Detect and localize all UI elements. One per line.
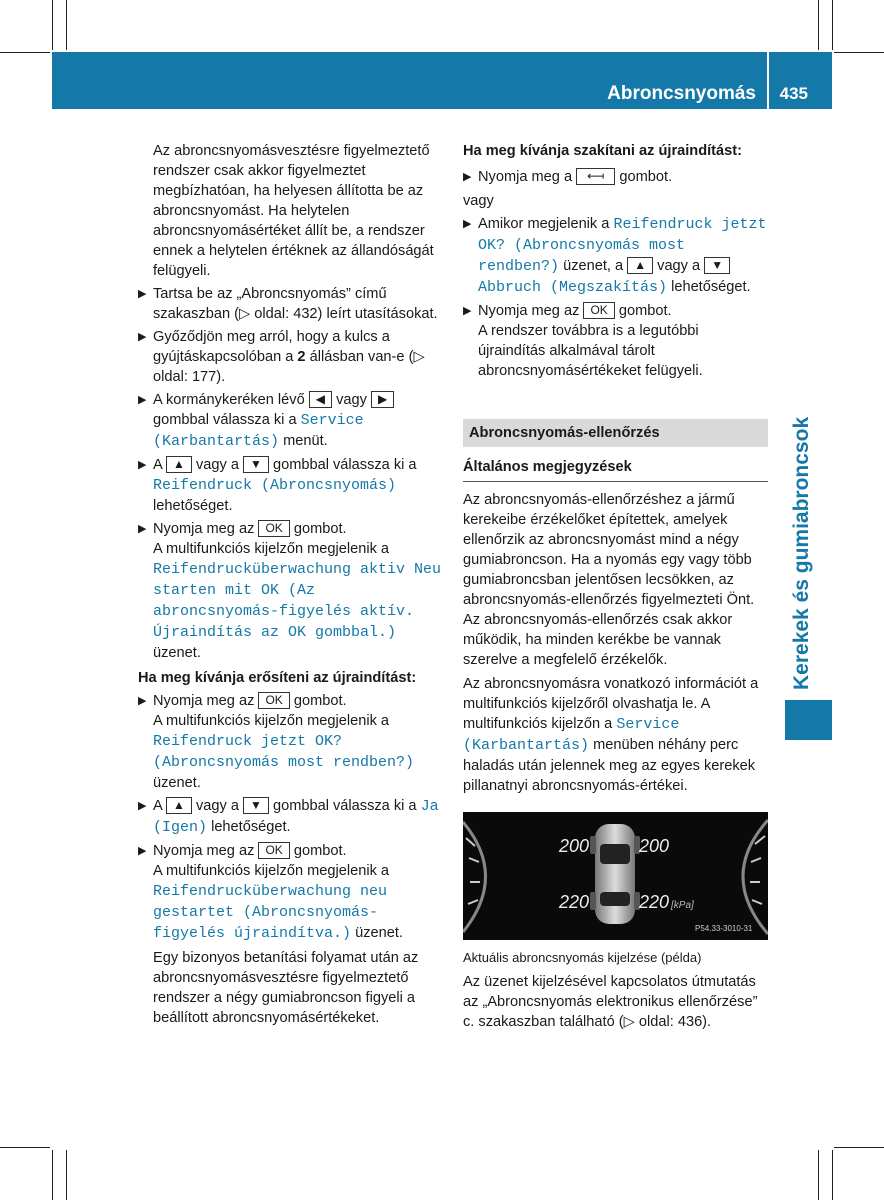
- bullet-arrow-icon: ▶: [138, 695, 147, 707]
- down-key-icon: ▼: [243, 456, 269, 473]
- crop-mark: [0, 52, 50, 53]
- list-item-text: lehetőséget.: [211, 819, 291, 835]
- list-item-text: gombbal válassza ki a: [153, 412, 297, 428]
- display-message: Ja (Igen): [153, 798, 439, 836]
- list-item-text: Nyomja meg az: [153, 521, 255, 537]
- list-item-text: Nyomja meg az: [153, 843, 255, 859]
- list-item-text: menüt.: [283, 433, 328, 449]
- list-item: [138, 796, 444, 838]
- paragraph: Egy bizonyos betanítási folyamat után az abroncsnyomásvesztésre figyelmeztető rendszer a négy gumiabroncson figyeli a beállított abroncsnyomásértékeket.: [153, 950, 419, 1026]
- rear-right-pressure: 220: [639, 892, 670, 912]
- list-item: [138, 284, 444, 324]
- list-item-text: gombot.: [293, 843, 347, 859]
- page-number: 435: [779, 84, 808, 103]
- bullet-arrow-icon: ▶: [138, 288, 147, 300]
- page-header: [52, 52, 832, 109]
- bullet-arrow-icon: ▶: [138, 523, 147, 535]
- display-message: Service (Karbantartás): [153, 412, 364, 450]
- key-position: 2: [297, 349, 306, 365]
- list-item-text: gombot.: [618, 303, 672, 319]
- list-item-text: Amikor megjelenik a: [478, 216, 610, 232]
- section-heading: Abroncsnyomás-ellenőrzés: [463, 419, 768, 447]
- list-item-text: állásban van-e (▷ oldal: 177).: [153, 349, 425, 385]
- list-item-text: Nyomja meg az: [153, 693, 255, 709]
- car-top-view-icon: [590, 824, 640, 924]
- list-item-text: üzenet.: [153, 645, 201, 661]
- list-item-text: vagy a: [195, 798, 239, 814]
- bullet-arrow-icon: ▶: [463, 305, 472, 317]
- left-key-icon: ◀: [309, 391, 332, 408]
- ok-key-icon: OK: [258, 692, 289, 709]
- paragraph-text: menüben néhány perc haladás után jelennek meg az egyes kerekek pillanatnyi abroncsnyomás-értékei.: [463, 737, 756, 794]
- list-item-text: Győződjön meg arról, hogy a kulcs a gyújtáskapcsolóban a: [153, 329, 390, 365]
- list-item-text: A multifunkciós kijelzőn megjelenik a: [153, 863, 390, 879]
- subheading: Ha meg kívánja erősíteni az újraindítást:: [138, 670, 417, 686]
- up-key-icon: ▲: [166, 456, 192, 473]
- list-item: [138, 390, 444, 452]
- list-item-text: Tartsa be az „Abroncsnyomás” című szakaszban (▷ oldal: 432) leírt utasításokat.: [153, 286, 438, 322]
- list-item-text: vagy: [336, 392, 367, 408]
- pressure-unit: [kPa]: [671, 900, 694, 911]
- list-item: [463, 301, 768, 381]
- back-key-icon: ⟻: [576, 168, 615, 185]
- display-message: Reifendrucküberwachung aktiv Neu starten mit OK (Az abroncsnyomás-figyelés aktív. Újraindítás az OK gombbal.): [153, 561, 442, 641]
- bullet-arrow-icon: ▶: [138, 800, 147, 812]
- display-message: Abbruch (Megszakítás): [478, 279, 668, 296]
- list-item-text: gombbal válassza ki a: [272, 457, 417, 473]
- up-key-icon: ▲: [627, 257, 653, 274]
- list-item-text: gombot.: [293, 521, 347, 537]
- crop-mark: [832, 1150, 833, 1200]
- bullet-arrow-icon: ▶: [463, 171, 472, 183]
- list-item-text: A: [153, 457, 162, 473]
- figure-caption: Aktuális abroncsnyomás kijelzése (példa): [463, 950, 702, 965]
- display-message: Reifendrucküberwachung neu gestartet (Abroncsnyomás-figyelés újraindítva.): [153, 883, 388, 942]
- list-item-text: gombbal válassza ki a: [272, 798, 417, 814]
- list-item-text: vagy a: [657, 258, 701, 274]
- front-right-pressure: 200: [639, 836, 670, 856]
- crop-mark: [818, 1150, 819, 1200]
- list-item-text: lehetőséget.: [671, 279, 751, 295]
- display-message: Reifendruck jetzt OK? (Abroncsnyomás most rendben?): [153, 733, 415, 771]
- crop-mark: [52, 0, 53, 50]
- bullet-arrow-icon: ▶: [463, 218, 472, 230]
- crop-mark: [818, 0, 819, 50]
- bullet-arrow-icon: ▶: [138, 459, 147, 471]
- list-item: [138, 519, 444, 663]
- right-key-icon: ▶: [371, 391, 394, 408]
- list-item-text: A multifunkciós kijelzőn megjelenik a: [153, 541, 390, 557]
- header-divider: [767, 52, 769, 109]
- down-key-icon: ▼: [704, 257, 730, 274]
- list-item-text: Nyomja meg a: [478, 169, 573, 185]
- ok-key-icon: OK: [258, 520, 289, 537]
- list-item-text: lehetőséget.: [153, 498, 233, 514]
- list-item-text: A: [153, 798, 162, 814]
- chapter-tab-label: Kerekek és gumiabroncsok: [790, 416, 813, 690]
- crop-mark: [0, 1147, 50, 1148]
- intro-paragraph: Az abroncsnyomásvesztésre figyelmeztető rendszer csak akkor figyelmeztet megbízhatóan, ha helyesen állította be az abroncsnyomást. Ha helytelen abroncsnyomásértéket állít be, a rendszer ennek a helytelen értéknek az állandóságát felügyeli.: [153, 143, 434, 279]
- ok-key-icon: OK: [583, 302, 614, 319]
- figure-code: P54.33-3010-31: [695, 924, 753, 933]
- front-left-pressure: 200: [559, 836, 590, 856]
- crop-mark: [66, 1150, 67, 1200]
- paragraph: Az üzenet kijelzésével kapcsolatos útmutatás az „Abroncsnyomás elektronikus ellenőrzése” c. szakaszban található (▷ oldal: 436).: [463, 974, 758, 1030]
- list-item-text: üzenet.: [153, 775, 201, 791]
- crop-mark: [834, 52, 884, 53]
- list-item-text: A rendszer továbbra is a legutóbbi újraindítás alkalmával tárolt abroncsnyomásértékeket felügyeli.: [478, 323, 703, 379]
- bullet-arrow-icon: ▶: [138, 331, 147, 343]
- up-key-icon: ▲: [166, 797, 192, 814]
- crop-mark: [66, 0, 67, 50]
- crop-mark: [832, 0, 833, 50]
- chapter-tab-marker: [785, 700, 832, 740]
- list-item: [463, 167, 768, 187]
- list-item-text: Nyomja meg az: [478, 303, 580, 319]
- instrument-cluster-graphic: [463, 812, 768, 940]
- list-item-text: üzenet.: [355, 925, 403, 941]
- list-item: [138, 455, 444, 516]
- subsection-heading: Általános megjegyzések: [463, 457, 768, 482]
- list-item-text: gombot.: [293, 693, 347, 709]
- bullet-arrow-icon: ▶: [138, 845, 147, 857]
- ok-key-icon: OK: [258, 842, 289, 859]
- rear-left-pressure: 220: [559, 892, 590, 912]
- list-item-text: üzenet, a: [563, 258, 624, 274]
- list-item-text: vagy a: [195, 457, 239, 473]
- bullet-arrow-icon: ▶: [138, 394, 147, 406]
- list-item: [138, 327, 444, 387]
- list-item-text: A multifunkciós kijelzőn megjelenik a: [153, 713, 390, 729]
- paragraph: Az abroncsnyomás-ellenőrzéshez a jármű kerekeibe érzékelőket építettek, amelyek ellenőrzik az abroncsnyomást mind a négy gumiabroncson. Ha a nyomás egy vagy több gumiabroncsban jelentősen lecsökken, az abroncsnyomás-ellenőrzés figyelmezteti Önt. Az abroncsnyomás-ellenőrzés csak akkor működik, ha minden kerékbe be vannak szerelve a megfelelő érzékelők.: [463, 492, 755, 668]
- paragraph: [463, 674, 768, 796]
- list-item: [138, 691, 444, 793]
- crop-mark: [52, 1150, 53, 1200]
- subheading: Ha meg kívánja szakítani az újraindítást:: [463, 143, 742, 159]
- tire-pressure-display-image: [463, 812, 768, 940]
- down-key-icon: ▼: [243, 797, 269, 814]
- display-message: Service (Karbantartás): [463, 716, 680, 754]
- section-title: Abroncsnyomás: [607, 83, 756, 104]
- crop-mark: [834, 1147, 884, 1148]
- left-column: [138, 141, 444, 1028]
- paragraph-text: Az abroncsnyomásra vonatkozó információt a multifunkciós kijelzőről olvashatja le. A multifunkciós kijelzőn a: [463, 676, 759, 732]
- right-column: [463, 141, 768, 1032]
- display-message: Reifendruck (Abroncsnyomás): [153, 477, 397, 494]
- display-message: Reifendruck jetzt OK? (Abroncsnyomás most rendben?): [478, 216, 767, 275]
- list-item: [463, 214, 768, 298]
- or-text: vagy: [463, 193, 494, 209]
- list-item-text: gombot.: [619, 169, 673, 185]
- list-item-text: A kormánykeréken lévő: [153, 392, 305, 408]
- list-item: [138, 841, 444, 1028]
